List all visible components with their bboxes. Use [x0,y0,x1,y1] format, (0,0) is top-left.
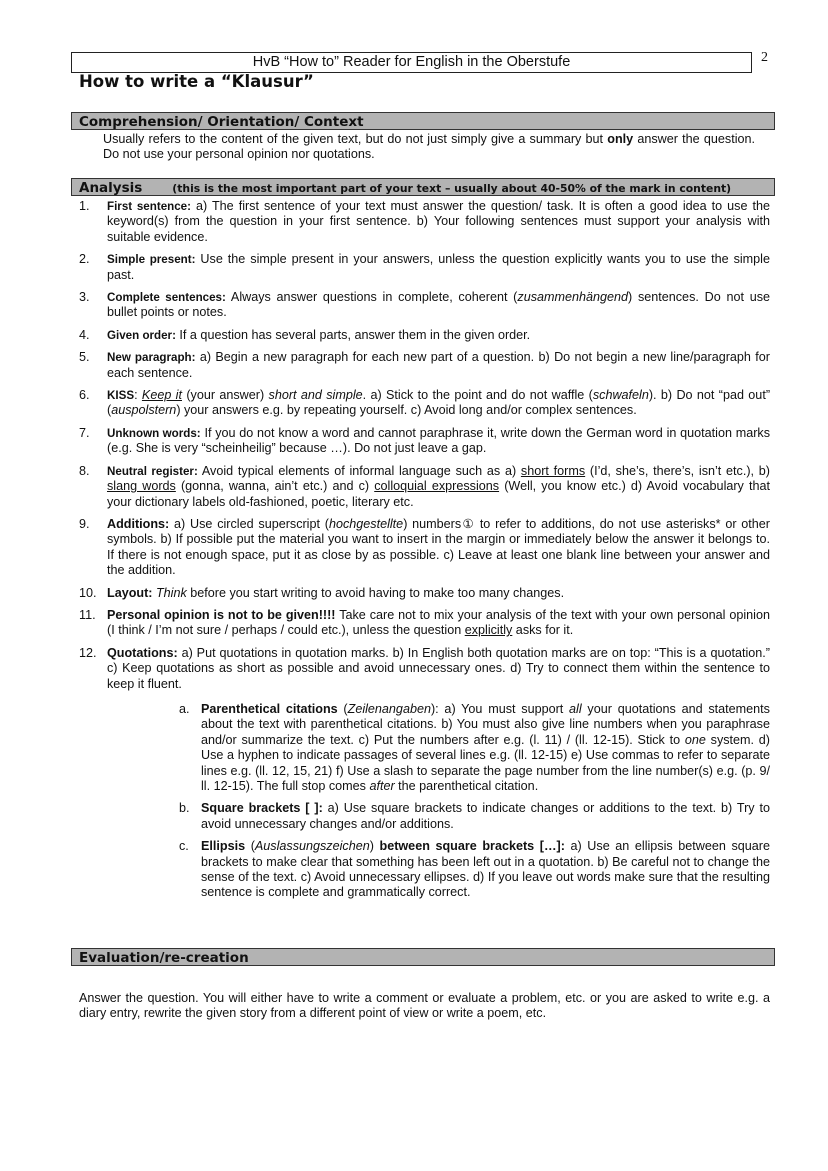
text-segment: before you start writing to avoid having to make too many changes. [186,585,565,600]
item-number: 4. [79,327,90,342]
text-segment: Think [155,585,187,600]
text-segment: ) your answers e.g. by repeating yourself. c) Avoid long and/or complex sentences. [176,403,637,418]
item-number: 12. [79,645,97,660]
item-number: 3. [79,290,90,305]
text-segment: explicitly [464,623,513,638]
analysis-heading: Analysis [79,180,143,196]
text-segment: short and simple [268,388,363,403]
item-text [107,464,770,510]
text-segment: slang words [107,479,176,494]
sub-list-item [179,702,770,794]
text-segment: Auslassungszeichen [254,839,370,854]
sub-list-item [179,839,770,901]
list-item [79,328,770,343]
bold-term: only [607,132,634,146]
text-segment: If you do not know a word and cannot paraphrase it, write down the German word in quotation marks (e.g. She is very “scheinheilig” because …). Do not just leave a gap. [107,425,771,456]
text-segment: a) Put quotations in quotation marks. b) In English both quotation marks are on top: “This is a quotation.” c) Keep quotations as short as possible and avoid unnecessary ones. d) Try to connect them within the sentence to keep it fluent. [107,645,770,691]
item-text [107,517,770,579]
sub-item-letter: b. [179,801,190,816]
text-segment: asks for it. [512,623,574,638]
text-segment: auspolstern [111,403,177,418]
item-number: 9. [79,516,90,531]
text-segment: system. d) Use a hyphen to indicate passages of several lines e.g. (ll. 12-15) e) Use commas to refer to separate lines e.g. (ll. 12, 15, 21) f) Use a slash to separate the page number from the line number(s) e.g. (p. 9/ ll. 12-15). The full stop comes [201,732,770,793]
text-segment: If a question has several parts, answer them in the given order. [175,327,531,342]
sub-list-item [179,801,770,832]
text-segment: ( [245,839,255,854]
text-segment: (Well, you know etc.) d) Avoid vocabulary that your dictionary labels old-fashioned, poetic, literary etc. [107,479,771,509]
list-item [79,426,770,457]
text-segment: Keep it [141,388,182,403]
text-segment: Always answer questions in complete, coherent ( [225,290,518,305]
item-text [107,252,770,283]
section-heading-comprehension: Comprehension/ Orientation/ Context [71,112,775,130]
list-item [79,350,770,381]
sub-item-letter: a. [179,701,190,716]
bold-term: Additions: [107,516,170,531]
bold-term: between square brackets […]: [379,839,565,854]
text-segment: Take care not to mix your analysis of the text with your own personal opinion (I think / I’m not sure / perhaps / could etc.), unless the question [107,607,770,638]
bold-term: KISS [107,389,135,403]
analysis-note: (this is the most important part of your text – usually about 40-50% of the mark in content) [172,182,732,195]
item-number: 8. [79,463,90,478]
bold-term: Parenthetical citations [201,701,338,716]
item-number: 10. [79,585,97,600]
bold-term: First sentence: [107,200,191,213]
bold-term: Simple present: [107,253,196,267]
text-segment: Answer the question. You will either have to write a comment or evaluate a problem, etc. or you are asked to write e.g. a diary entry, rewrite the given story from a different point of view or write a poem, etc. [79,991,770,1021]
running-header: HvB “How to” Reader for English in the Oberstufe [71,52,752,73]
text-segment: ) numbers① to refer to additions, do not use asterisks* or other symbols. b) If possible put the material you want to insert in the margin or immediately below the answer it belongs to. If there is not enough space, put it as close by as possible. c) Leave at least one blank line between your answer and the addition. [107,516,771,578]
evaluation-text [79,991,770,1022]
text-segment: all [569,701,582,716]
text-segment: hochgestellte [328,516,404,531]
bold-term: Neutral register: [107,464,198,478]
item-text [107,290,770,321]
sub-item-text [201,702,770,794]
text-segment: a) Use circled superscript ( [169,516,329,531]
bold-term: Ellipsis [201,839,246,854]
page-number: 2 [761,50,768,65]
list-item [79,586,770,601]
text-segment: your quotations and statements about the text with parenthetical citations. b) You must also give line numbers when you paraphrase and/or summarize the text. c) Put the numbers after e.g. (l. 11) / (ll. 12-15). Stick to [201,701,770,747]
text-segment: ): a) You must support [430,701,570,716]
text-segment: a) The first sentence of your text must answer the question/ task. It is often a good idea to use the keyword(s) from the question in your first sentence. b) Your following sentences must support your analysis with suitable evidence. [107,199,770,244]
list-item [79,517,770,579]
text-segment: one [684,732,706,747]
item-text [107,586,770,601]
text-segment: (I’d, she’s, there’s, isn’t etc.), b) [585,463,770,478]
item-number: 1. [79,199,90,213]
text-segment: Usually refers to the content of the given text, but do not just simply give a summary but [103,132,608,146]
item-text [107,646,770,692]
sub-item-text [201,801,770,832]
bold-term: Square brackets [ ]: [201,801,323,816]
text-segment: a) Use an ellipsis between square brackets to make clear that something has been left out in a quotation. b) Be careful not to change the sense of the text. c) Avoid unnecessary ellipses. d) If you leave out words make sure that the resulting sentence is complete and grammatically correct. [201,839,770,900]
list-item [79,290,770,321]
text-segment: . a) Stick to the point and do not waffle ( [362,388,593,403]
list-item [79,199,770,245]
list-item [79,646,770,901]
text-segment: ( [337,701,348,716]
item-text [107,199,770,245]
text-segment: colloquial expressions [374,479,500,494]
sub-item-text [201,839,770,901]
text-segment: a) Use square brackets to indicate changes or additions to the text. b) Try to avoid unnecessary changes and/or additions. [201,801,770,831]
list-item [79,464,770,510]
text-segment: (gonna, wanna, ain’t etc.) and c) [175,479,375,494]
text-segment: (your answer) [181,388,269,403]
item-text [107,328,770,343]
text-segment: answer the question. Do not use your personal opinion nor quotations. [103,132,755,162]
text-segment: short forms [520,463,586,478]
text-segment: ). b) Do not “pad out” ( [107,388,771,418]
text-segment: ) sentences. Do not use bullet points or notes. [107,290,770,320]
text-segment: zusammenhängend [517,290,629,305]
text-segment: schwafeln [592,388,649,403]
document-title: How to write a “Klausur” [79,72,314,91]
list-item [79,252,770,283]
section-heading-analysis [71,178,775,196]
text-segment: Use the simple present in your answers, unless the question explicitly wants you to use the simple past. [107,252,770,282]
item-text [107,608,770,639]
item-number: 11. [79,607,96,622]
bold-term: Quotations: [107,645,178,660]
text-segment: the parenthetical citation. [394,779,539,793]
item-number: 7. [79,425,90,440]
sub-item-letter: c. [179,839,189,854]
bold-term: New paragraph: [107,351,196,365]
list-item [79,608,770,639]
bold-term: Unknown words: [107,426,201,440]
bold-term: Layout: [107,585,153,600]
text-segment: ) [369,839,380,854]
comprehension-text [103,132,755,163]
analysis-list [79,199,770,908]
text-segment: Avoid typical elements of informal language such as a) [197,463,521,478]
item-text [107,350,770,381]
section-heading-evaluation: Evaluation/re-creation [71,948,775,966]
list-item [79,388,770,419]
item-text [107,388,770,419]
text-segment: a) Begin a new paragraph for each new part of a question. b) Do not begin a new line/paragraph for each sentence. [107,350,770,380]
item-number: 6. [79,388,90,403]
item-text [107,426,770,457]
text-segment: Zeilenangaben [347,701,431,716]
sub-list [107,702,770,901]
item-number: 2. [79,252,90,267]
bold-term: Complete sentences: [107,291,226,305]
bold-term: Given order: [107,328,176,342]
text-segment: : [134,388,142,403]
item-number: 5. [79,350,90,365]
bold-term: Personal opinion is not to be given!!!! [107,607,336,622]
text-segment: after [369,779,395,793]
